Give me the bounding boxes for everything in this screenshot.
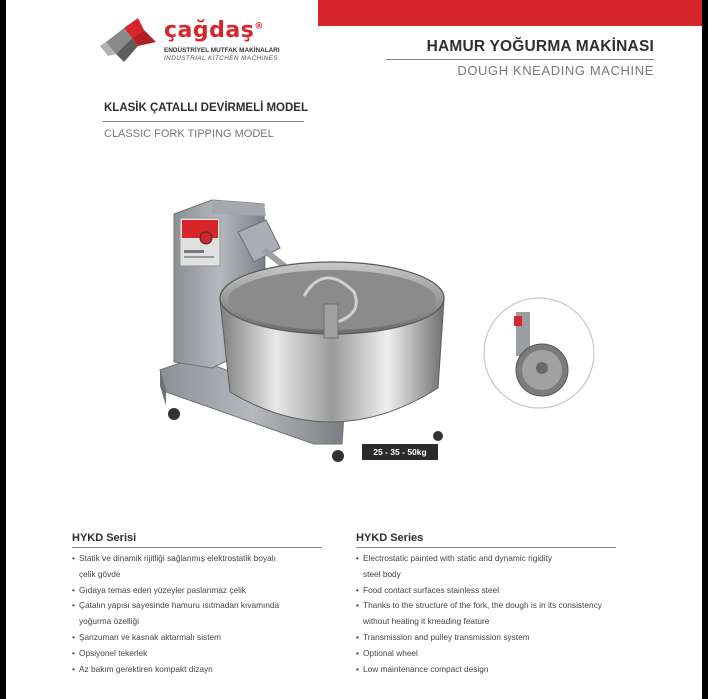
features-en-heading: HYKD Series: [356, 532, 424, 544]
model-name-tr: KLASİK ÇATALLI DEVİRMELİ MODEL: [104, 102, 309, 114]
capacity-label: 25 - 35 - 50kg: [362, 444, 438, 460]
list-item: • Food contact surfaces stainless steel: [356, 583, 616, 599]
model-divider: [102, 121, 304, 122]
list-item: • Transmission and pulley transmission system: [356, 630, 616, 646]
header-red-bar: [318, 0, 702, 26]
brand-logo: [98, 16, 298, 70]
list-item: yoğurma özelliği: [79, 616, 139, 627]
list-item: • Low maintenance compact design: [356, 662, 616, 678]
features-en-section: [356, 532, 616, 677]
brand-logo-mark-icon: [98, 16, 160, 64]
list-item: steel body: [363, 568, 401, 579]
features-tr-section: [72, 532, 322, 677]
brochure-page: [6, 0, 702, 699]
list-item: • Şanzuman ve kasnak aktarmalı sistem: [72, 630, 322, 646]
list-item: • Thanks to the structure of the fork, the dough is in its consistency: [356, 598, 616, 614]
dough-kneading-machine-image: [154, 192, 450, 464]
page-title-tr: HAMUR YOĞURMA MAKİNASI: [426, 38, 654, 55]
list-item: • Statik ve dinamik rijitliği sağlanmış elektrostatik boyalı: [72, 551, 322, 567]
machine-top-view-image: [482, 296, 596, 410]
features-en-divider: [356, 547, 616, 548]
page-title-en: DOUGH KNEADING MACHINE: [457, 63, 654, 78]
model-name-en: CLASSIC FORK TIPPING MODEL: [104, 128, 274, 140]
brand-tagline-en: INDUSTRIAL KITCHEN MACHINES: [164, 55, 279, 62]
list-item: • Çatalın yapısı sayesinde hamuru ısıtmadan kıvamında: [72, 598, 322, 614]
brand-name: çağdaş®: [164, 18, 264, 43]
list-item: without heating it kneading feature: [363, 616, 490, 627]
list-item: • Az bakım gerektiren kompakt dizayn: [72, 662, 322, 678]
features-en-list: [356, 551, 616, 677]
list-item: • Gıdaya temas eden yüzeyler paslanmaz çelik: [72, 583, 322, 599]
features-tr-list: [72, 551, 322, 677]
list-item: çelik gövde: [79, 568, 121, 579]
list-item: • Optional wheel: [356, 646, 616, 662]
list-item: • Opsiyonel tekerlek: [72, 646, 322, 662]
features-tr-divider: [72, 547, 322, 548]
list-item: • Electrostatic painted with static and dynamic rigidity: [356, 551, 616, 567]
title-divider: [386, 59, 654, 60]
features-tr-heading: HYKD Serisi: [72, 532, 137, 544]
brand-tagline-tr: ENDÜSTRİYEL MUTFAK MAKİNALARI: [164, 47, 280, 54]
